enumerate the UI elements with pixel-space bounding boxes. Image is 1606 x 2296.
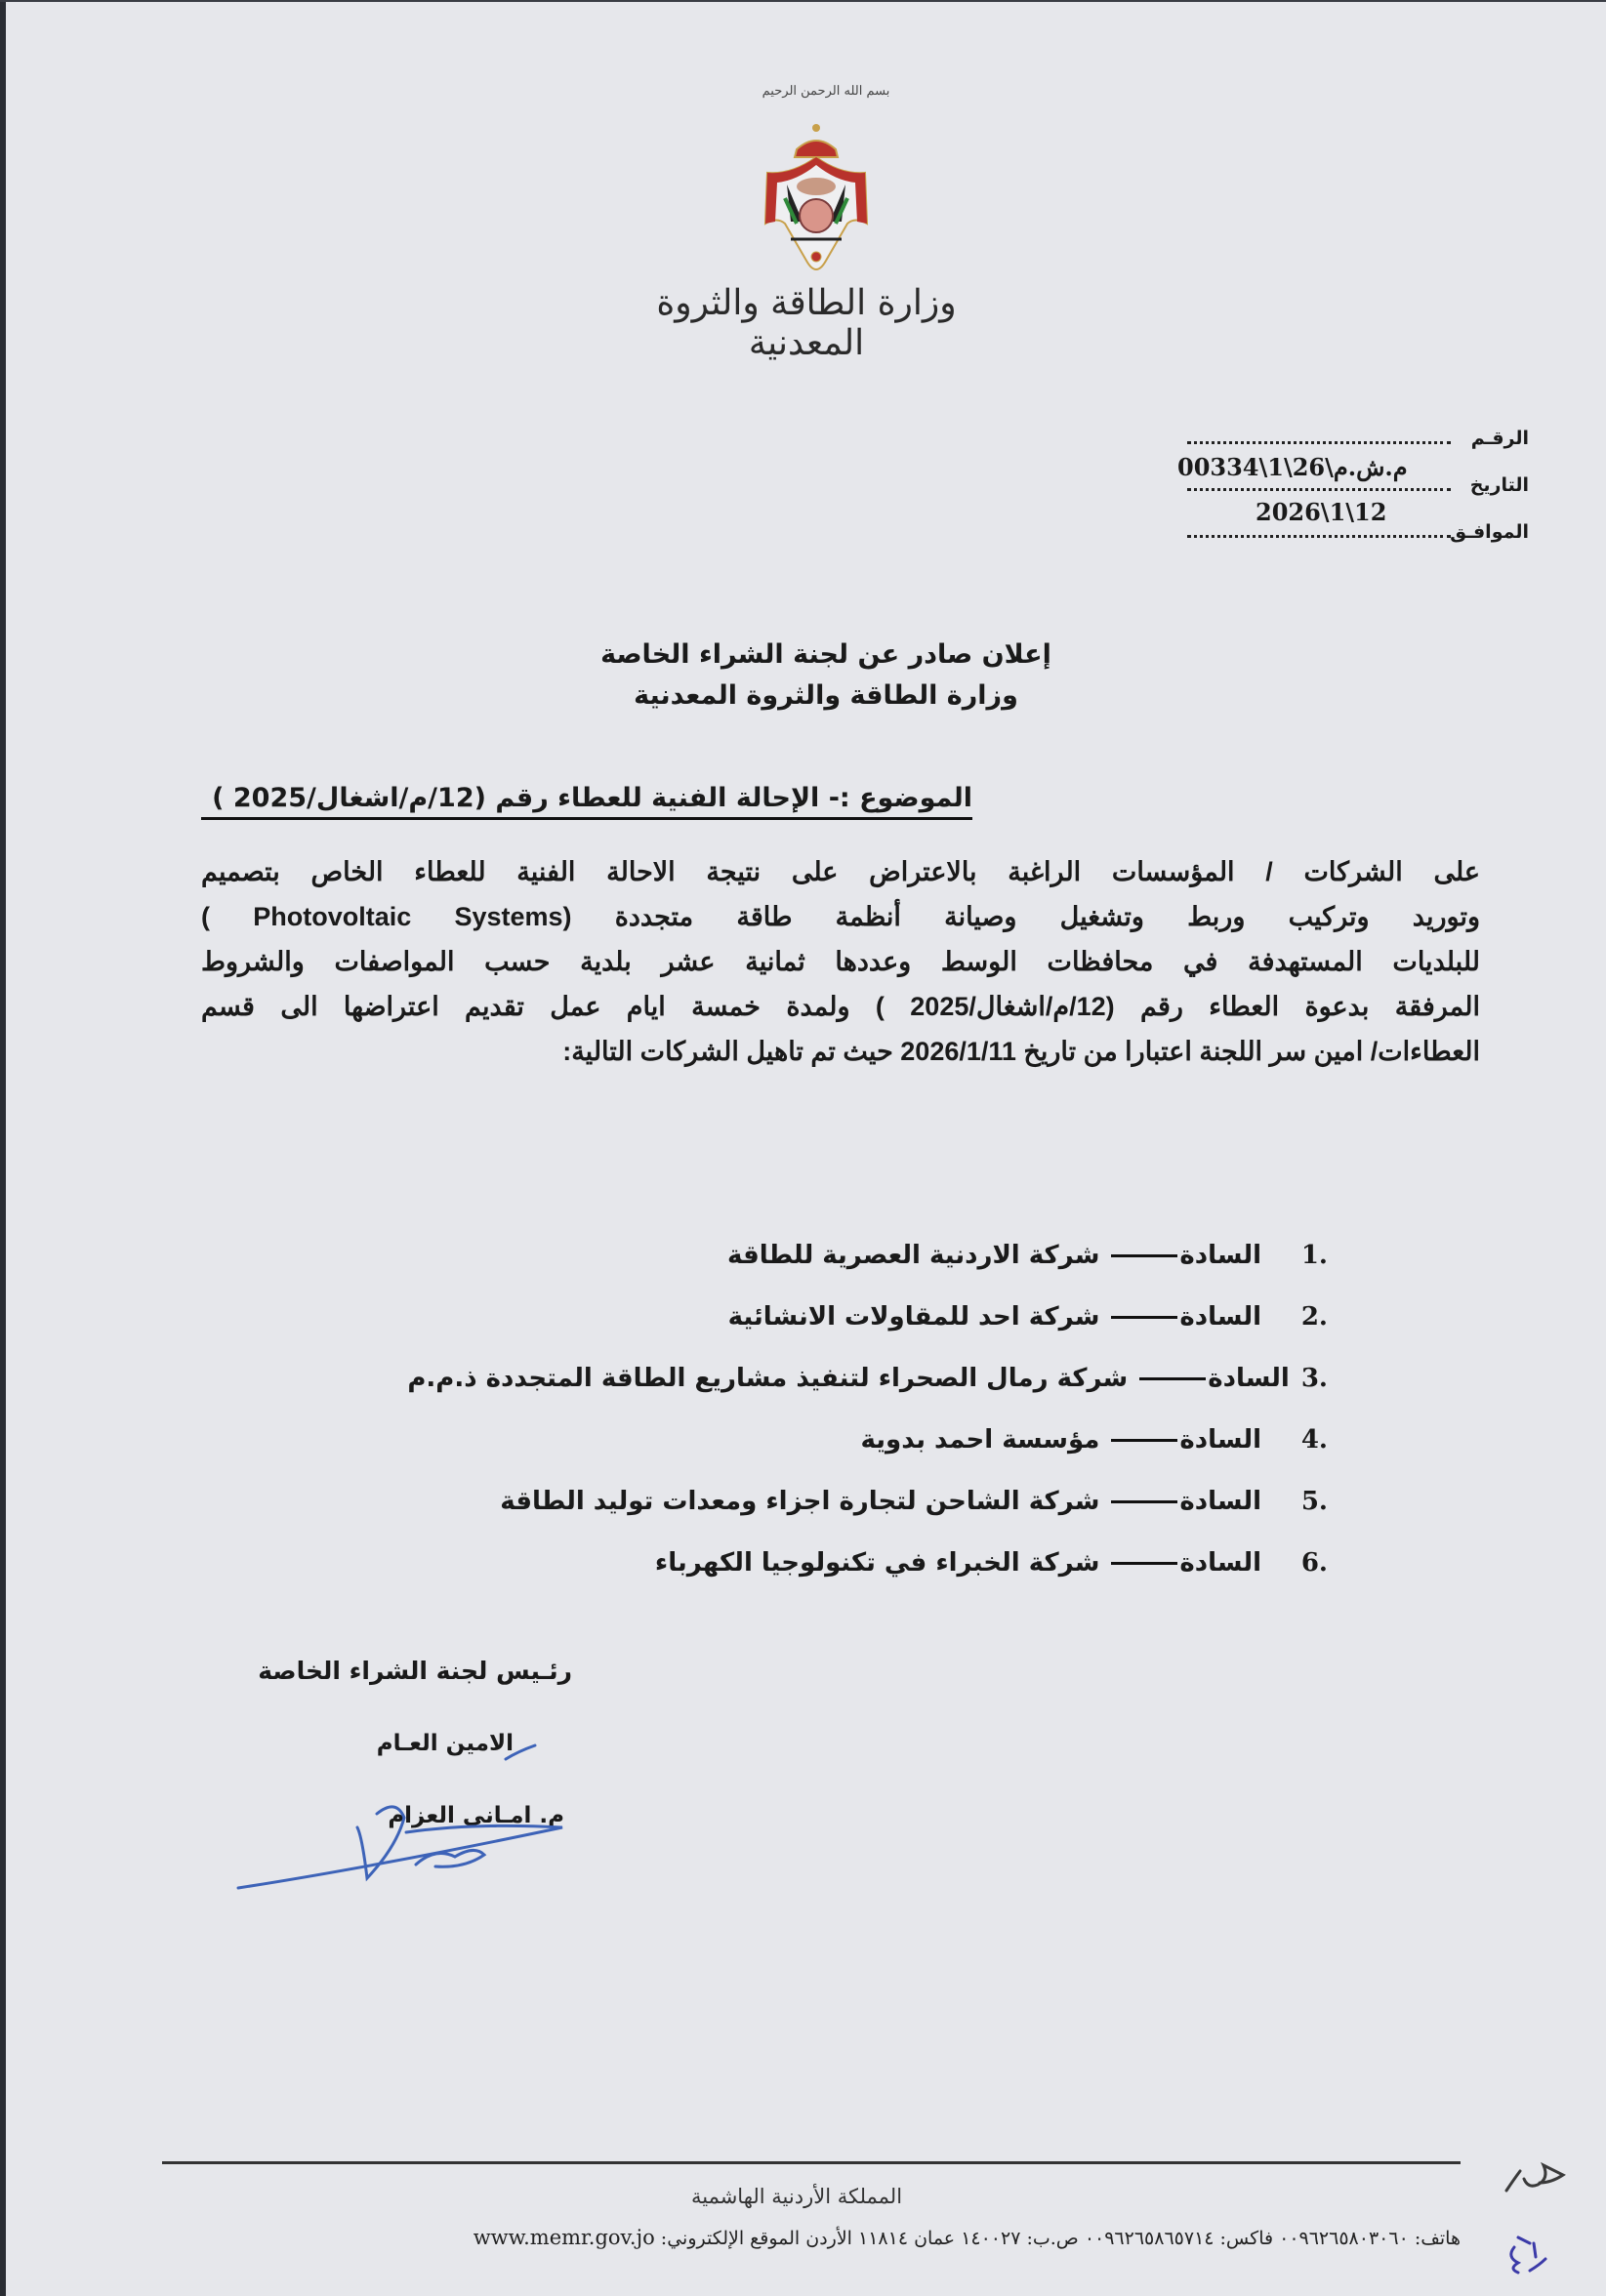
reference-date-label: التاريخ xyxy=(1469,474,1529,496)
company-name: مؤسسة احمد بدوية xyxy=(860,1424,1100,1455)
announcement-line-2: وزارة الطاقة والثروة المعدنية xyxy=(634,680,1018,711)
company-title xyxy=(1109,1241,1261,1270)
list-number: 1. xyxy=(1300,1240,1328,1270)
reference-number-value: م.ش.م\26\1\00334 xyxy=(1177,453,1408,481)
list-item xyxy=(449,1532,1328,1593)
title-text: السادة xyxy=(1179,1301,1261,1332)
company-title xyxy=(1109,1302,1261,1332)
kashida-stretch xyxy=(1139,1377,1206,1380)
body-paragraph xyxy=(201,849,1480,1074)
announcement-heading xyxy=(553,635,1099,717)
company-name: شركة الاردنية العصرية للطاقة xyxy=(726,1240,1100,1270)
title-text: السادة xyxy=(1208,1363,1290,1393)
ministry-logo-calligraphy: وزارة الطاقة والثروة المعدنية xyxy=(656,283,957,363)
website-link[interactable]: www.memr.gov.jo xyxy=(473,2226,655,2249)
dotted-line xyxy=(1187,441,1451,444)
kashida-stretch xyxy=(1111,1439,1177,1442)
body-line: للبلديات المستهدفة في محافظات الوسط وعددها ثمانية عشر بلدية حسب المواصفات والشروط xyxy=(201,947,1480,976)
footer-contact-info xyxy=(191,2226,1461,2249)
company-title xyxy=(1137,1364,1290,1393)
handwritten-margin-note-icon xyxy=(1495,2150,1606,2296)
list-item xyxy=(449,1224,1328,1286)
reference-date-value: 2026\1\12 xyxy=(1256,498,1387,526)
company-name: شركة الشاحن لتجارة اجزاء ومعدات توليد الطاقة xyxy=(500,1486,1100,1516)
company-name: شركة رمال الصحراء لتنفيذ مشاريع الطاقة المتجددة ذ.م.م xyxy=(407,1363,1129,1393)
contact-details: هاتف: ٠٠٩٦٢٦٥٨٠٣٠٦٠ فاكس: ٠٠٩٦٢٦٥٨٦٥٧١٤ ص.ب: ١٤٠٠٢٧ عمان ١١٨١٤ الأردن الموقع الإلكتروني: xyxy=(660,2228,1461,2249)
list-number: 3. xyxy=(1300,1363,1328,1393)
reference-block xyxy=(1158,428,1529,556)
kashida-stretch xyxy=(1111,1500,1177,1503)
signatory-position: الامين العـام xyxy=(376,1731,514,1756)
body-line: على الشركات / المؤسسات الراغبة بالاعتراض على نتيجة الاحالة الفنية للعطاء الخاص بتصميم xyxy=(201,857,1480,886)
title-text: السادة xyxy=(1179,1486,1261,1516)
qualified-companies-list xyxy=(407,1224,1328,1593)
document-page xyxy=(6,2,1606,2296)
body-line: العطاءات/ امين سر اللجنة اعتبارا من تاريخ 2026/1/11 حيث تم تاهيل الشركات التالية: xyxy=(562,1037,1480,1066)
company-title xyxy=(1109,1487,1261,1516)
signatory-role: رئـيس لجنة الشراء الخاصة xyxy=(258,1657,572,1685)
list-number: 5. xyxy=(1300,1486,1328,1516)
list-item xyxy=(449,1470,1328,1532)
company-name: شركة الخبراء في تكنولوجيا الكهرباء xyxy=(654,1547,1100,1578)
kashida-stretch xyxy=(1111,1316,1177,1319)
company-name: شركة احد للمقاولات الانشائية xyxy=(727,1301,1100,1332)
jordan-coat-of-arms-icon xyxy=(748,114,885,280)
list-item xyxy=(449,1286,1328,1347)
announcement-line-1: إعلان صادر عن لجنة الشراء الخاصة xyxy=(600,639,1051,670)
company-title xyxy=(1109,1425,1261,1455)
footer-divider xyxy=(162,2161,1461,2164)
reference-number-label: الرقـم xyxy=(1470,428,1529,449)
signatory-name: م. امـاني العزام xyxy=(388,1803,564,1828)
list-number: 4. xyxy=(1300,1424,1328,1455)
body-line: المرفقة بدعوة العطاء رقم (12/م/اشغال/2025 ) ولمدة خمسة ايام عمل تقديم اعتراضها الى قسم xyxy=(201,992,1480,1021)
reference-number-row xyxy=(1158,428,1529,481)
reference-date-row xyxy=(1158,474,1529,526)
subject-line: الموضوع :- الإحالة الفنية للعطاء رقم (12/م/اشغال/2025 ) xyxy=(201,783,972,820)
list-number: 6. xyxy=(1300,1547,1328,1578)
company-title xyxy=(1109,1548,1261,1578)
dotted-line xyxy=(1187,488,1451,491)
list-item xyxy=(449,1409,1328,1470)
title-text: السادة xyxy=(1179,1240,1261,1270)
dotted-line xyxy=(1187,535,1451,538)
basmala: بسم الله الرحمن الرحيم xyxy=(762,84,890,99)
list-item xyxy=(407,1347,1328,1409)
body-line: وتوريد وتركيب وربط وتشغيل وصيانة أنظمة طاقة متجددة (Photovoltaic Systems ) xyxy=(201,902,1481,931)
reference-corresponding-row xyxy=(1158,521,1529,564)
kashida-stretch xyxy=(1111,1562,1177,1565)
kashida-stretch xyxy=(1111,1254,1177,1257)
kingdom-calligraphy: المملكة الأردنية الهاشمية xyxy=(690,2185,903,2208)
title-text: السادة xyxy=(1179,1547,1261,1578)
handwritten-signature-icon xyxy=(230,1730,582,1896)
reference-corresponding-label: الموافـق xyxy=(1450,521,1529,543)
title-text: السادة xyxy=(1179,1424,1261,1455)
list-number: 2. xyxy=(1300,1301,1328,1332)
